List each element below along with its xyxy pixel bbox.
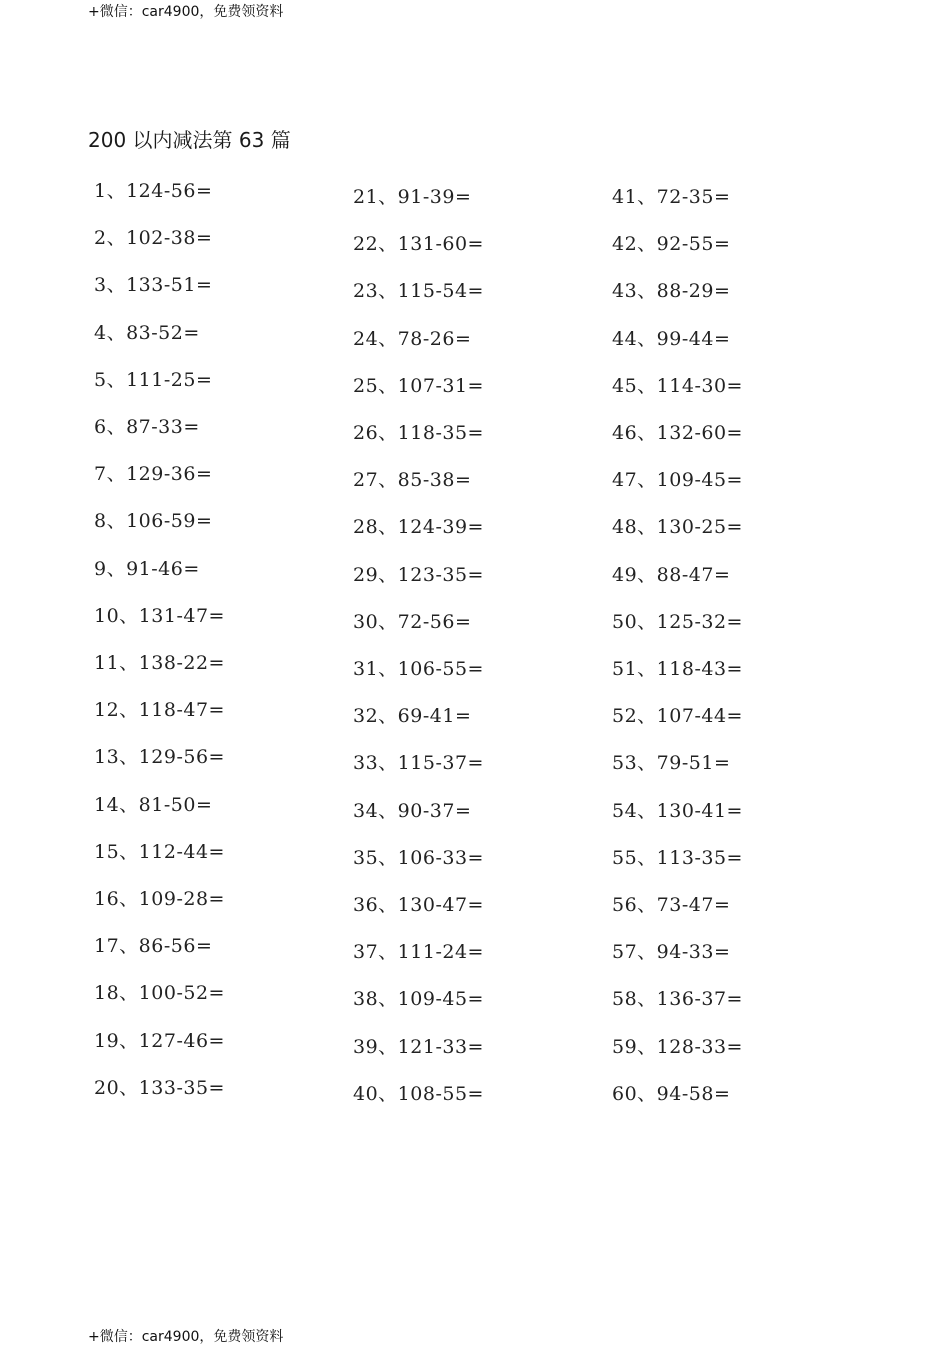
problem-item: 24、78-26= — [353, 327, 472, 350]
problem-item: 48、130-25= — [612, 516, 743, 539]
problem-item: 39、121-33= — [353, 1035, 484, 1058]
problem-item: 58、136-37= — [612, 988, 743, 1011]
problem-item: 10、131-47= — [94, 604, 225, 627]
problem-item: 19、127-46= — [94, 1029, 225, 1052]
problem-item: 51、118-43= — [612, 658, 743, 680]
page-title: 200 以内减法第 63 篇 — [88, 128, 291, 152]
problem-item: 23、115-54= — [353, 280, 484, 303]
problem-item: 17、86-56= — [94, 935, 213, 958]
problem-item: 14、81-50= — [94, 793, 213, 816]
problem-item: 44、99-44= — [612, 327, 731, 350]
problem-item: 12、118-47= — [94, 699, 225, 722]
problem-item: 16、109-28= — [94, 888, 225, 910]
problem-item: 37、111-24= — [353, 941, 484, 964]
problem-item: 28、124-39= — [353, 516, 484, 539]
problem-item: 22、131-60= — [353, 233, 484, 256]
problem-item: 42、92-55= — [612, 233, 731, 256]
problem-item: 52、107-44= — [612, 705, 743, 728]
problem-item: 21、91-39= — [353, 186, 472, 208]
problem-item: 54、130-41= — [612, 799, 743, 822]
problem-item: 29、123-35= — [353, 563, 484, 586]
problem-item: 2、102-38= — [94, 227, 213, 250]
problem-item: 1、124-56= — [94, 180, 213, 202]
problem-item: 56、73-47= — [612, 894, 731, 916]
problem-item: 26、118-35= — [353, 422, 484, 444]
problem-item: 40、108-55= — [353, 1082, 484, 1105]
problem-item: 25、107-31= — [353, 374, 484, 397]
problem-item: 7、129-36= — [94, 463, 213, 486]
problem-item: 35、106-33= — [353, 846, 484, 869]
problem-item: 59、128-33= — [612, 1035, 743, 1058]
problem-item: 47、109-45= — [612, 469, 743, 492]
problem-item: 55、113-35= — [612, 846, 743, 869]
problem-item: 33、115-37= — [353, 752, 484, 775]
problem-item: 49、88-47= — [612, 563, 731, 586]
problem-item: 45、114-30= — [612, 374, 743, 397]
problem-item: 31、106-55= — [353, 658, 484, 680]
problem-item: 18、100-52= — [94, 982, 225, 1005]
watermark-bottom: +微信：car4900，免费领资料 — [88, 1329, 284, 1345]
problem-item: 15、112-44= — [94, 840, 225, 863]
problem-item: 34、90-37= — [353, 799, 472, 822]
problem-item: 46、132-60= — [612, 422, 743, 444]
problem-item: 50、125-32= — [612, 610, 743, 633]
problem-item: 53、79-51= — [612, 752, 731, 775]
problem-item: 5、111-25= — [94, 368, 213, 391]
problem-item: 38、109-45= — [353, 988, 484, 1011]
problem-item: 57、94-33= — [612, 941, 731, 964]
problem-item: 30、72-56= — [353, 610, 472, 633]
problem-item: 11、138-22= — [94, 652, 225, 674]
problem-item: 27、85-38= — [353, 469, 472, 492]
watermark-top: +微信：car4900，免费领资料 — [88, 4, 284, 20]
problem-item: 43、88-29= — [612, 280, 731, 303]
problem-item: 6、87-33= — [94, 416, 200, 438]
problem-item: 60、94-58= — [612, 1082, 731, 1105]
problem-item: 41、72-35= — [612, 186, 731, 208]
problem-item: 8、106-59= — [94, 510, 213, 533]
problem-item: 4、83-52= — [94, 321, 200, 344]
problem-item: 13、129-56= — [94, 746, 225, 769]
problem-item: 9、91-46= — [94, 557, 200, 580]
problem-item: 36、130-47= — [353, 894, 484, 916]
problem-item: 3、133-51= — [94, 274, 213, 297]
problem-item: 20、133-35= — [94, 1076, 225, 1099]
problem-item: 32、69-41= — [353, 705, 472, 728]
